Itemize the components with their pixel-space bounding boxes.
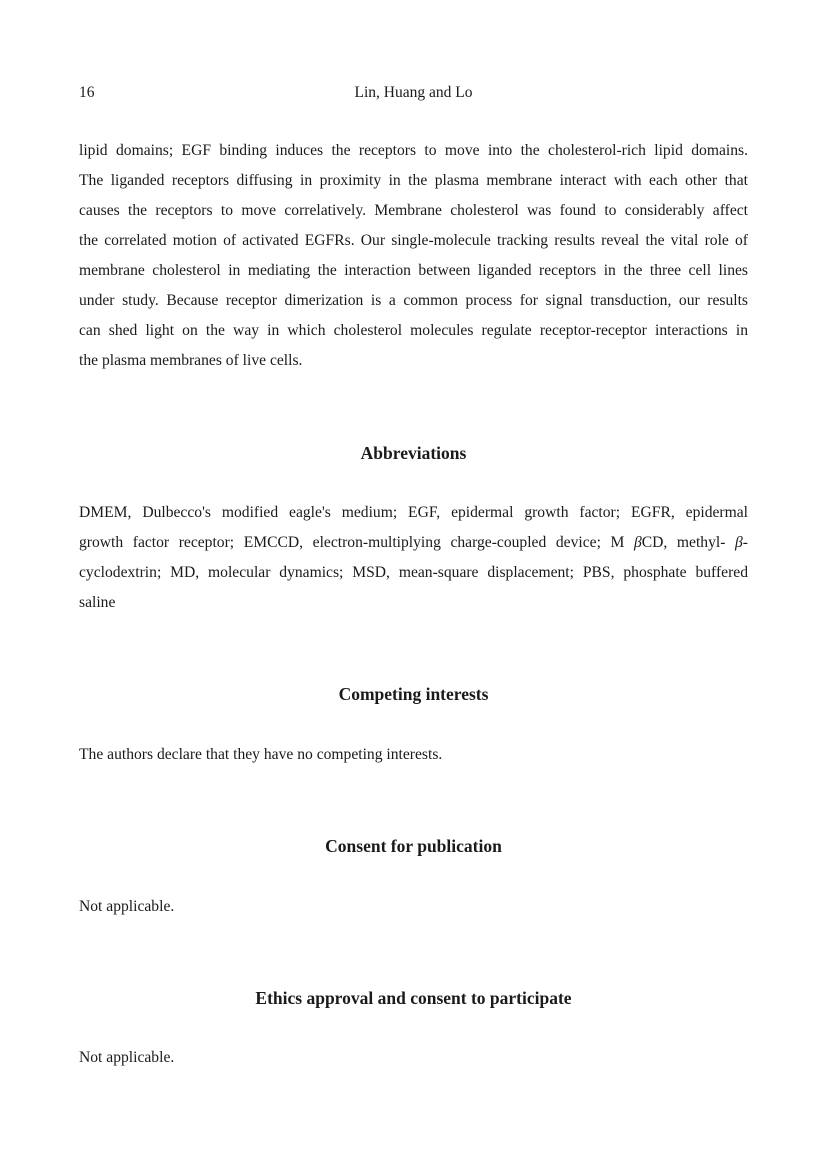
abbreviations-paragraph <box>79 498 748 618</box>
paragraph-line: under study. Because receptor dimerization is a common process for signal transduction, our results <box>79 292 748 309</box>
running-head-title: Lin, Huang and Lo <box>354 84 473 101</box>
paragraph-line: saline <box>79 594 116 611</box>
ethics-approval-body: Not applicable. <box>79 1049 175 1066</box>
paragraph-line: membrane cholesterol in mediating the interaction between liganded receptors in the three cell lines <box>79 262 748 279</box>
paragraph-line: can shed light on the way in which cholesterol molecules regulate receptor-receptor interactions in <box>79 322 748 339</box>
section-heading-abbreviations: Abbreviations <box>360 443 467 463</box>
paragraph-line: the correlated motion of activated EGFRs. Our single-molecule tracking results reveal the vital role of <box>79 232 748 249</box>
line-segment: CD, methyl- <box>641 534 735 551</box>
line-segment: - <box>742 534 748 551</box>
beta-symbol: β <box>633 534 642 551</box>
paragraph-line <box>79 528 748 558</box>
section-heading-ethics-approval: Ethics approval and consent to participate <box>255 988 572 1008</box>
section-heading-consent-for-publication: Consent for publication <box>325 836 502 856</box>
paragraph-line: DMEM, Dulbecco's modified eagle's medium; EGF, epidermal growth factor; EGFR, epidermal <box>79 504 748 521</box>
page-number: 16 <box>79 84 95 101</box>
paragraph-line: cyclodextrin; MD, molecular dynamics; MSD, mean-square displacement; PBS, phosphate buffered <box>79 564 748 581</box>
paragraph-line: the plasma membranes of live cells. <box>79 352 303 369</box>
beta-symbol: β <box>735 534 743 551</box>
paragraph-line: lipid domains; EGF binding induces the receptors to move into the cholesterol-rich lipid domains. <box>79 142 748 159</box>
abstract-continuation-paragraph <box>79 136 748 376</box>
running-head <box>79 82 748 104</box>
paragraph-line: The liganded receptors diffusing in proximity in the plasma membrane interact with each other that <box>79 172 748 189</box>
consent-for-publication-body: Not applicable. <box>79 898 175 915</box>
section-heading-competing-interests: Competing interests <box>338 684 489 704</box>
paragraph-line: causes the receptors to move correlatively. Membrane cholesterol was found to considerably affect <box>79 202 748 219</box>
competing-interests-body: The authors declare that they have no competing interests. <box>79 746 443 763</box>
line-segment: growth factor receptor; EMCCD, electron-multiplying charge-coupled device; M <box>79 534 634 551</box>
